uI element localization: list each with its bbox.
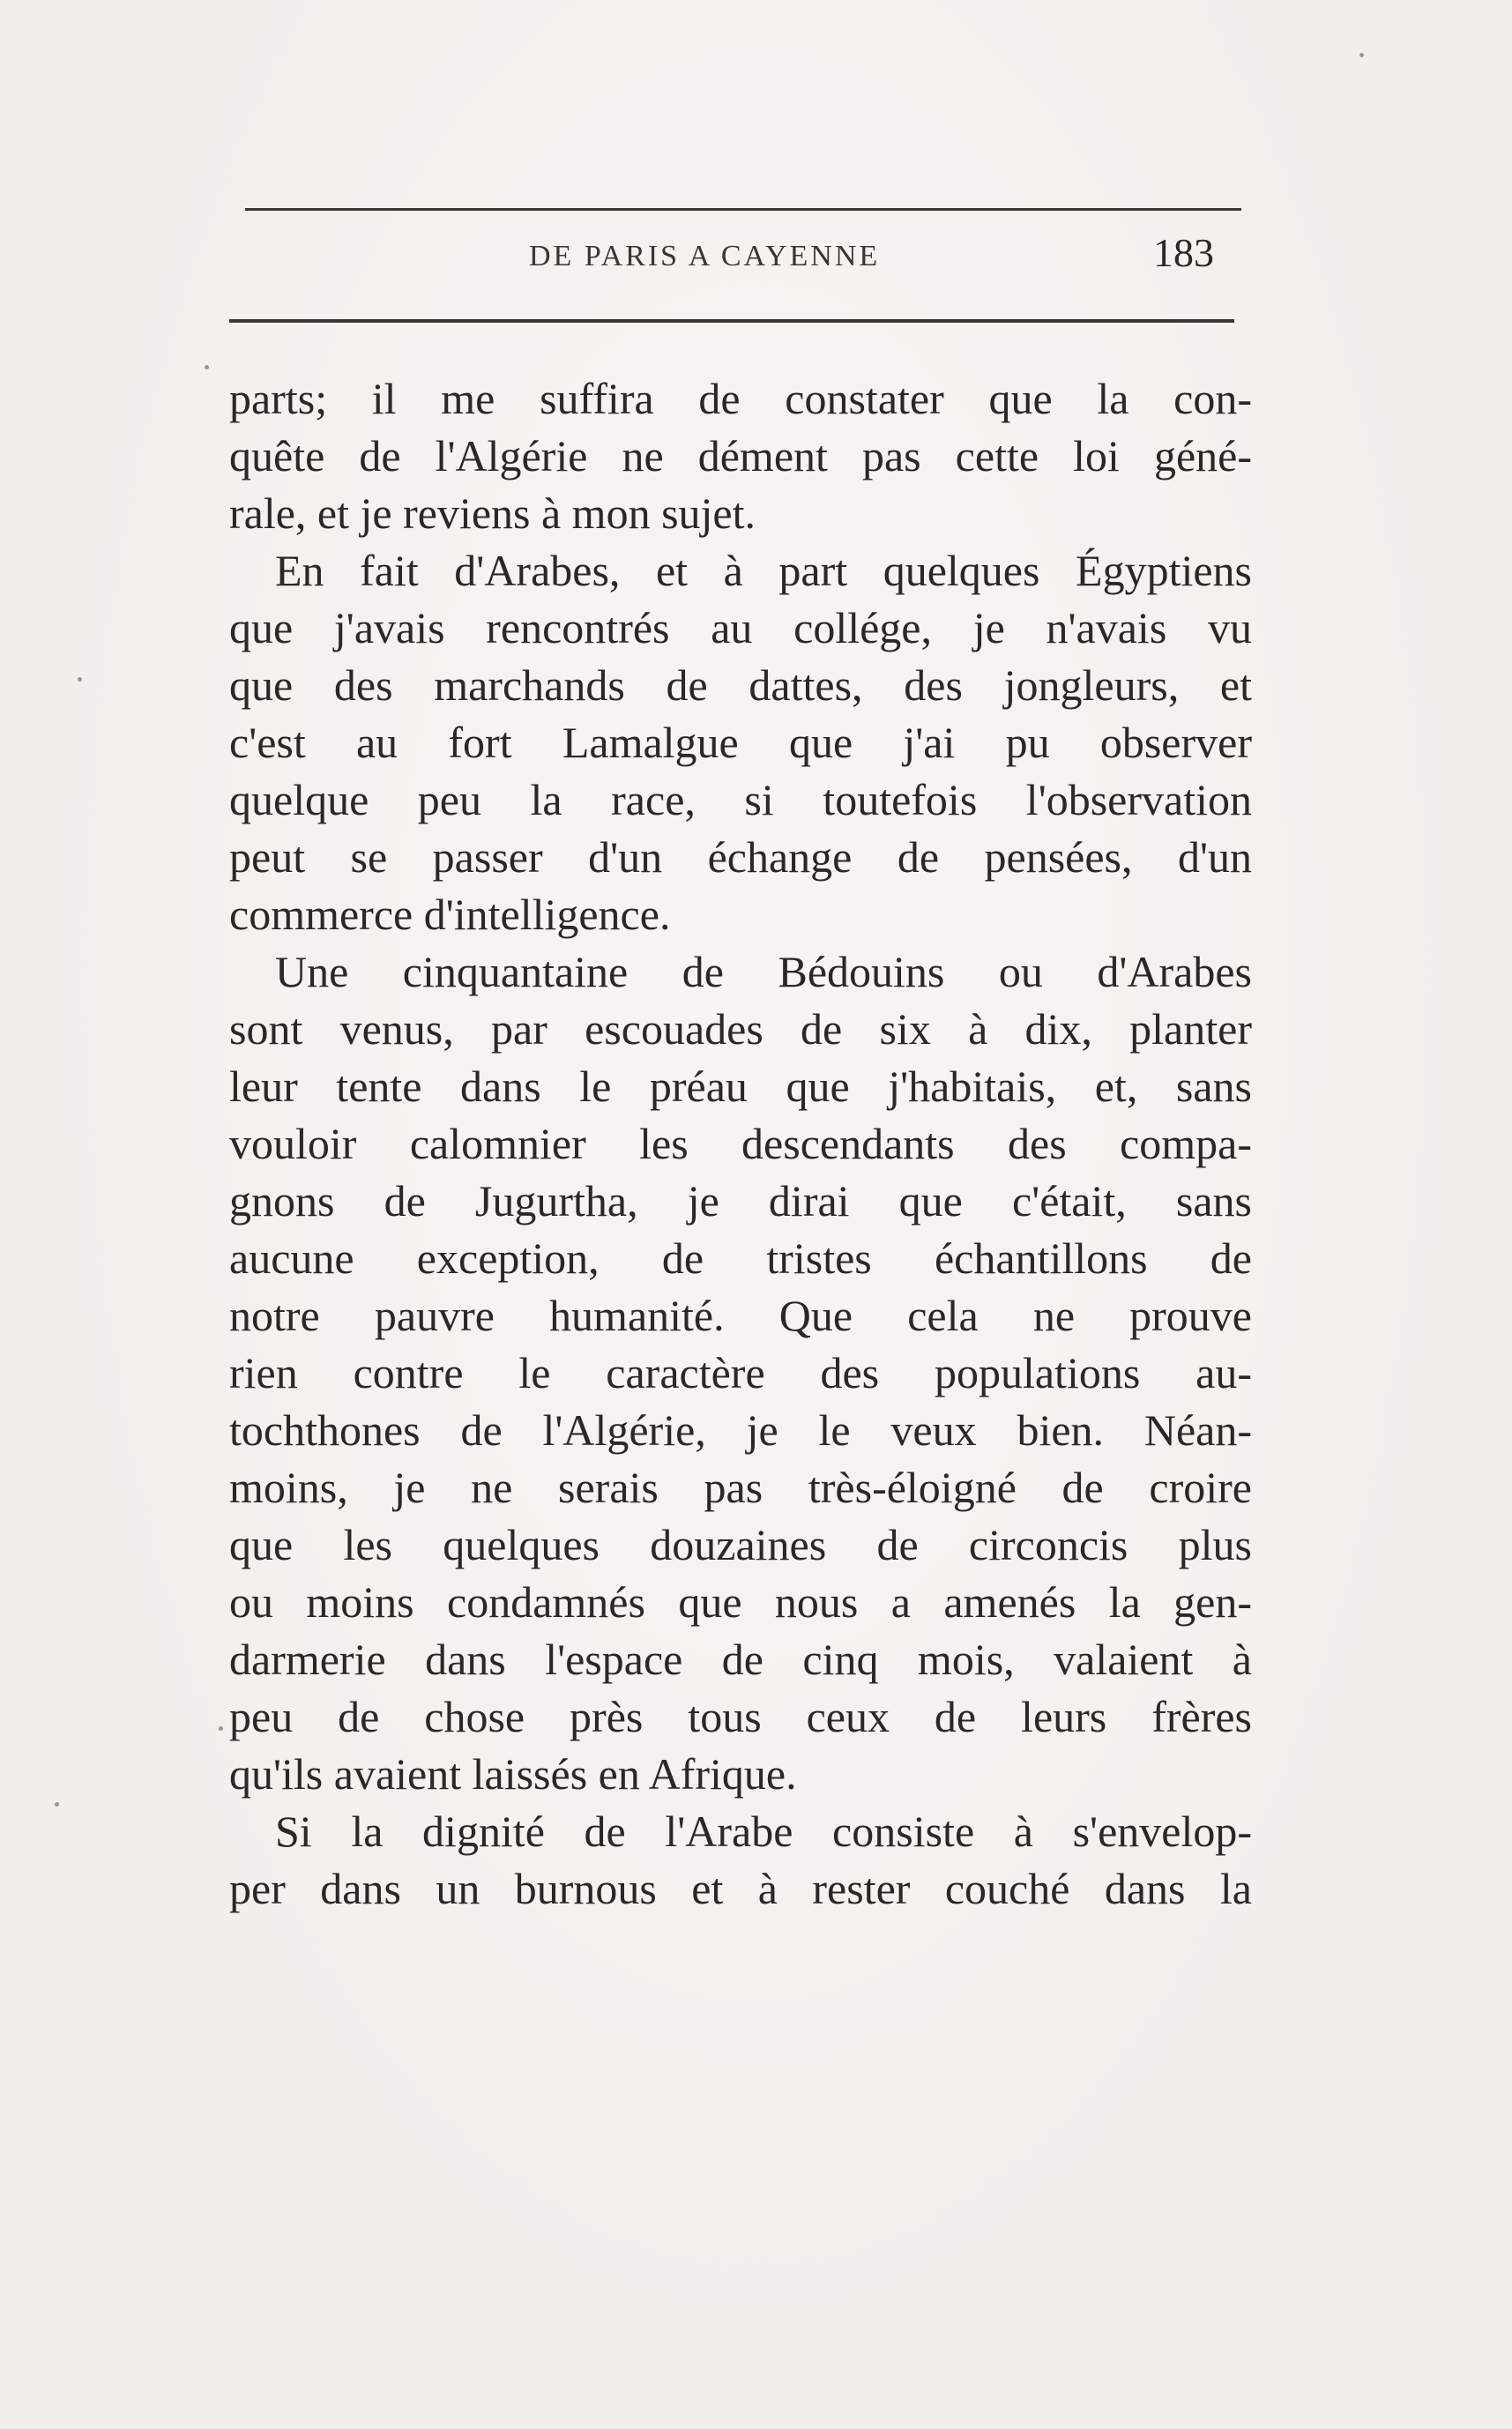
paper-speck: [205, 365, 209, 369]
text-line: Une cinquantaine de Bédouins ou d'Arabes: [275, 947, 1252, 996]
text-line: parts; il me suffira de constater que la con-: [229, 374, 1252, 423]
paper-speck: [55, 1802, 59, 1807]
text-line: per dans un burnous et à rester couché dans la: [229, 1864, 1252, 1913]
text-line: gnons de Jugurtha, je dirai que c'était, sans: [229, 1176, 1252, 1226]
running-head: DE PARIS A CAYENNE: [529, 240, 881, 272]
text-line: c'est au fort Lamalgue que j'ai pu observer: [229, 718, 1252, 767]
text-line: tochthones de l'Algérie, je le veux bien. Néan-: [229, 1405, 1252, 1455]
paper-speck: [1359, 53, 1364, 57]
header-rule-top: [245, 208, 1241, 211]
text-line: vouloir calomnier les descendants des compa-: [229, 1119, 1252, 1168]
text-line: leur tente dans le préau que j'habitais, et, sans: [229, 1062, 1252, 1111]
text-line: que j'avais rencontrés au collége, je n'avais vu: [229, 603, 1252, 652]
header-rule-bottom: [229, 319, 1234, 323]
text-line: ou moins condamnés que nous a amenés la gen-: [229, 1577, 1252, 1627]
text-line: notre pauvre humanité. Que cela ne prouve: [229, 1291, 1252, 1340]
text-line: moins, je ne serais pas très-éloigné de croire: [229, 1463, 1252, 1512]
paper-speck: [78, 677, 82, 682]
text-line: qu'ils avaient laissés en Afrique.: [229, 1749, 797, 1799]
text-line: Si la dignité de l'Arabe consiste à s'envelop-: [275, 1807, 1252, 1856]
text-line: rale, et je reviens à mon sujet.: [229, 488, 756, 538]
page-number: 183: [1153, 230, 1214, 275]
body-text: [229, 370, 1252, 1918]
text-line: peu de chose près tous ceux de leurs frères: [229, 1692, 1252, 1741]
paper-speck: [219, 1726, 223, 1731]
text-line: commerce d'intelligence.: [229, 890, 671, 939]
text-line: En fait d'Arabes, et à part quelques Égyptiens: [275, 546, 1252, 595]
text-line: aucune exception, de tristes échantillons de: [229, 1233, 1252, 1283]
text-line: que les quelques douzaines de circoncis plus: [229, 1520, 1252, 1569]
text-line: peut se passer d'un échange de pensées, d'un: [229, 832, 1252, 882]
text-line: rien contre le caractère des populations au-: [229, 1348, 1252, 1397]
text-line: quête de l'Algérie ne dément pas cette loi géné-: [229, 431, 1252, 481]
text-line: sont venus, par escouades de six à dix, planter: [229, 1004, 1252, 1054]
text-line: darmerie dans l'espace de cinq mois, valaient à: [229, 1635, 1252, 1684]
text-line: quelque peu la race, si toutefois l'observation: [229, 775, 1252, 824]
text-line: que des marchands de dattes, des jongleurs, et: [229, 660, 1252, 710]
